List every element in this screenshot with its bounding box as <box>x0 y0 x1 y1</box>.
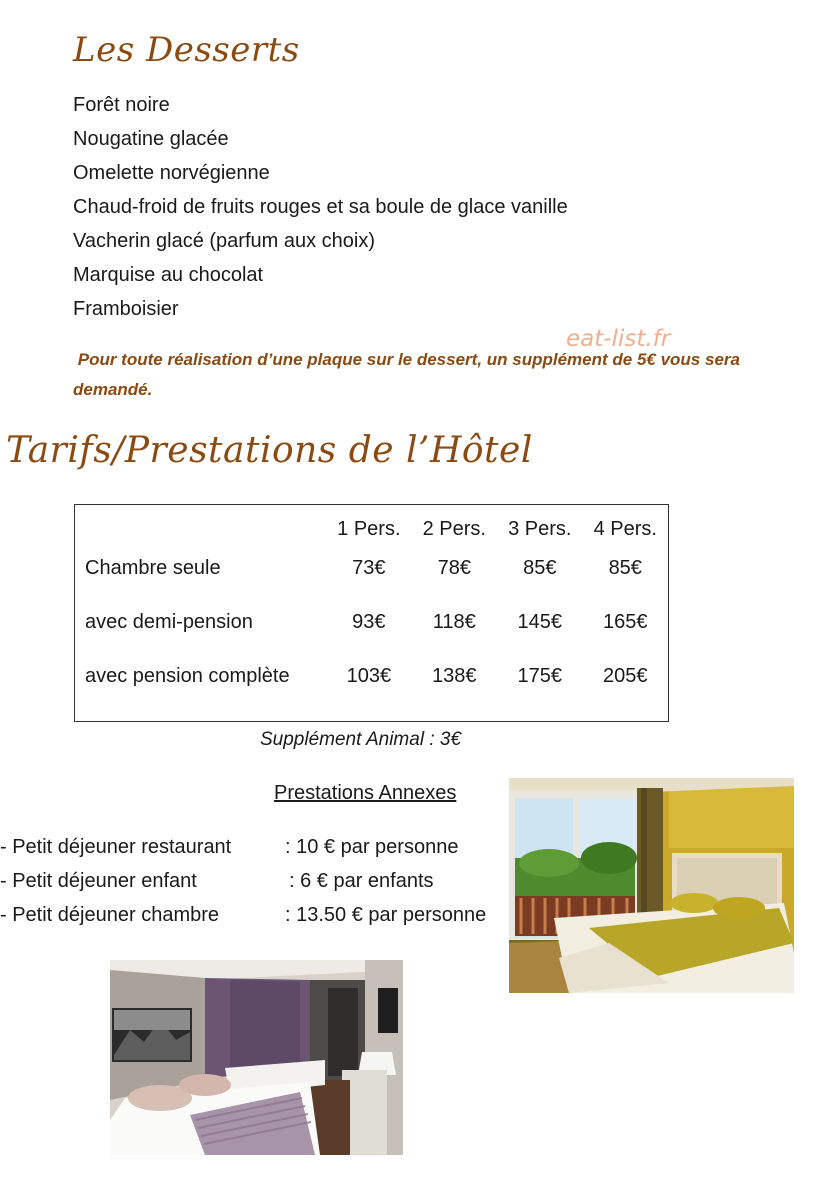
table-header: 4 Pers. <box>593 518 657 540</box>
animal-supplement: Supplément Animal : 3€ <box>260 729 462 750</box>
price-cell: 138€ <box>432 664 477 687</box>
row-label: avec pension complète <box>85 664 290 687</box>
annex-item-price: : 6 € par enfants <box>289 870 434 892</box>
dessert-item: Vacherin glacé (parfum aux choix) <box>73 230 375 252</box>
annex-item-name: - Petit déjeuner restaurant <box>0 836 232 858</box>
annex-item-price: : 13.50 € par personne <box>285 904 487 926</box>
hotel-room-photo-purple <box>110 960 403 1155</box>
table-row <box>85 595 668 649</box>
row-label: avec demi-pension <box>85 610 253 633</box>
table-header-row <box>85 505 668 541</box>
row-label: Chambre seule <box>85 556 221 579</box>
tariff-table <box>85 505 668 703</box>
price-cell: 118€ <box>432 610 476 633</box>
price-cell: 93€ <box>352 610 386 633</box>
dessert-item: Framboisier <box>73 298 179 320</box>
table-row <box>85 541 668 595</box>
price-cell: 175€ <box>517 664 563 687</box>
annex-item-name: - Petit déjeuner chambre <box>0 904 220 926</box>
annex-item-name: - Petit déjeuner enfant <box>0 870 197 892</box>
watermark: eat-list.fr <box>566 326 671 352</box>
price-cell: 165€ <box>603 610 648 633</box>
table-header-empty <box>85 505 326 541</box>
dessert-item: Omelette norvégienne <box>73 162 270 184</box>
annex-item-price: : 10 € par personne <box>285 836 459 858</box>
tariff-table-box <box>74 504 669 722</box>
desserts-list <box>73 88 568 326</box>
hotel-title: Tarifs/Prestations de l’Hôtel <box>6 430 533 471</box>
desserts-title: Les Desserts <box>73 30 300 70</box>
price-cell: 145€ <box>517 610 563 633</box>
price-cell: 85€ <box>608 556 642 579</box>
price-cell: 205€ <box>603 664 648 687</box>
table-header: 2 Pers. <box>422 518 486 540</box>
price-cell: 85€ <box>523 556 557 579</box>
table-header: 1 Pers. <box>337 518 401 540</box>
hotel-room-photo-yellow <box>509 778 794 993</box>
price-cell: 103€ <box>346 664 392 687</box>
dessert-item: Nougatine glacée <box>73 128 229 150</box>
annex-title: Prestations Annexes <box>274 782 457 804</box>
dessert-item: Forêt noire <box>73 94 170 116</box>
dessert-item: Chaud-froid de fruits rouges et sa boule de glace vanille <box>73 196 568 218</box>
table-header: 3 Pers. <box>508 518 572 540</box>
table-row <box>85 649 668 703</box>
price-cell: 78€ <box>437 556 471 579</box>
price-cell: 73€ <box>352 556 386 579</box>
plaque-supplement-note: Pour toute réalisation d’une plaque sur le dessert, un supplément de 5€ vous sera demandé. <box>73 350 740 399</box>
dessert-item: Marquise au chocolat <box>73 264 264 286</box>
